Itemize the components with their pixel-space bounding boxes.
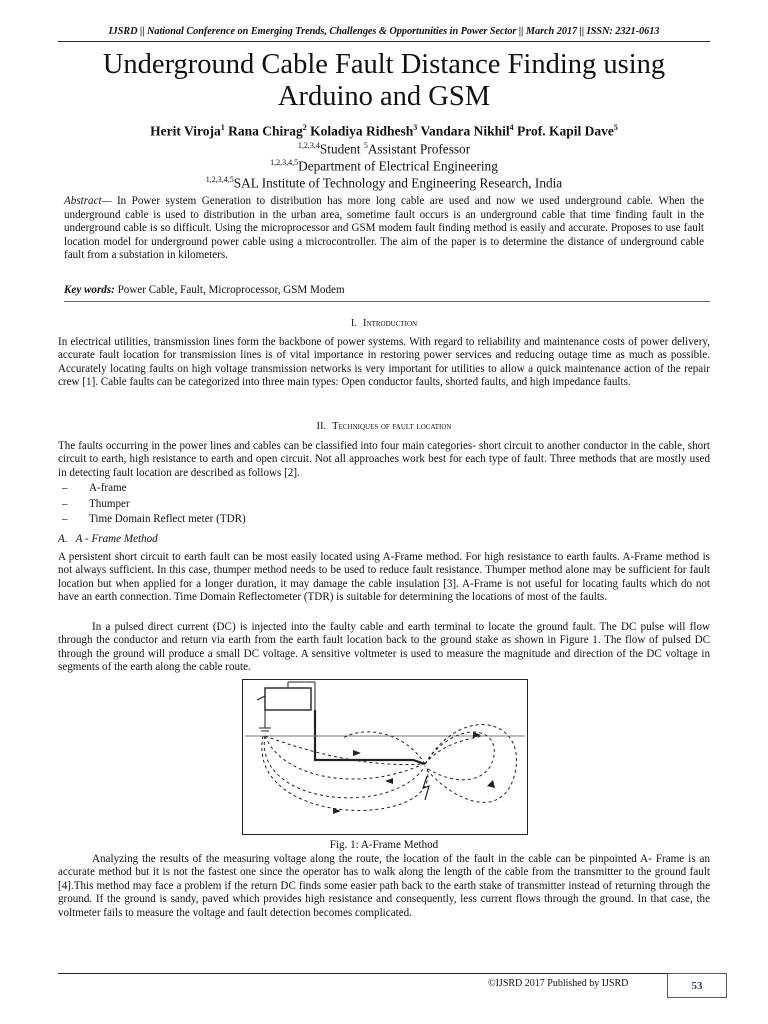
current-loop (264, 736, 425, 798)
affiliation-text: SAL Institute of Technology and Engineering Research, India (233, 175, 563, 191)
current-loop (265, 736, 423, 779)
affiliation-role (58, 141, 710, 157)
switch-line (257, 696, 265, 700)
list-marker: – (62, 482, 68, 494)
author-name: Rana Chirag (228, 123, 303, 139)
author-index: 5 (613, 123, 618, 132)
list-item (58, 513, 710, 529)
a-frame-diagram (243, 680, 527, 834)
keywords-rule (64, 301, 710, 302)
subsection-heading: A. A - Frame Method (58, 533, 158, 545)
aframe-paragraph-2: In a pulsed direct current (DC) is injected into the faulty cable and earth terminal to locate the ground fault. The DC pulse will flow through the conductor and return via earth from the earth fault location back to the ground stake as shown in Figure 1. The flow of pulsed DC through the ground will produce a small DC voltage. A sensitive voltmeter is used to measure the magnitude and direction of the DC voltage in segments of the earth along the cable route. (58, 621, 710, 674)
list-marker: – (62, 497, 68, 510)
abstract-label: Abstract— (64, 195, 112, 207)
flow-arrow (385, 778, 393, 784)
transmitter-box (265, 688, 311, 710)
abstract (64, 195, 704, 263)
affiliation-department (58, 158, 710, 174)
keywords-label: Key words: (64, 284, 115, 296)
affiliation-text: Department of Electrical Engineering (298, 158, 498, 174)
author-list (58, 123, 710, 140)
introduction-paragraph: In electrical utilities, transmission lines form the backbone of power systems. With regard to reliability and maintenance costs of power delivery, accurate fault location for transmission lines is of vital importance in restoring power services and reducing outage time as much as possible. Accurately locating faults on high voltage transmission networks is very important for utilities to allow a quick maintenance action of the repair crew [1]. Cable faults can be categorized into three main types: Open conductor faults, shorted faults, and high impedance faults. (58, 336, 710, 389)
section-heading-techniques (58, 421, 710, 432)
list-marker: – (62, 513, 68, 525)
title-line-1: Underground Cable Fault Distance Finding using (102, 49, 666, 80)
affiliation-index: 1,2,3,4 (297, 141, 320, 150)
affiliation-index: 1,2,3,4,5 (270, 158, 299, 167)
author-name: Koladiya Ridhesh (310, 123, 414, 139)
figure-caption: Fig. 1: A-Frame Method (329, 839, 439, 851)
figure-a-frame (242, 679, 528, 835)
list-item (58, 482, 710, 498)
aframe-paragraph-3: Analyzing the results of the measuring voltage along the route, the location of the fault in the cable can be pinpointed A- Frame is an accurate method but it is not the fastest one since the operator has to walk along the length of the cable from the transmitter to the ground fault [4].This method may face a problem if the return DC finds some easier path back to the earth stake of transmitter instead of returning through the ground. If the ground is sandy, paved which provides high resistance and consequently, less current flows through the ground. In that case, the voltmeter fails to measure the voltage and fault detection becomes complicated. (58, 853, 710, 919)
keywords (64, 284, 704, 296)
current-loop (425, 732, 494, 780)
section-number: II. (316, 421, 327, 432)
current-loop (262, 736, 428, 810)
author-index: 2 (302, 123, 307, 132)
methods-list (58, 482, 710, 529)
affiliation-institute (58, 175, 710, 191)
author-name: Prof. Kapil Dave (516, 123, 614, 139)
list-item-text: A-frame (89, 482, 127, 494)
flow-arrow (487, 780, 495, 788)
footer-rule (58, 973, 667, 974)
page-number: 53 (691, 980, 703, 992)
affiliation-index: 5 (363, 141, 368, 150)
techniques-paragraph: The faults occurring in the power lines and cables can be classified into four main categories- short circuit to another conductor in the cable, short circuit to earth, high resistance to earth and open circuit. Not all approaches work best for each type of fault. Three methods that are mostly used in detecting fault location are described as follows [2]. (58, 440, 710, 479)
author-index: 3 (413, 123, 418, 132)
section-heading-introduction (58, 318, 710, 329)
list-item-text: Time Domain Reflect meter (TDR) (89, 513, 246, 525)
fault-mark (423, 776, 429, 800)
author-name: Vandara Nikhil (420, 123, 510, 139)
affiliation-text: Assistant Professor (367, 141, 471, 157)
aframe-paragraph-1: A persistent short circuit to earth fault can be most easily located using A-Frame method. For high resistance to earth faults. A-Frame method is not always sufficient. In this case, thumper method needs to be used to reduce fault resistance. Thumper method alone may be sufficient for fault location but when applied for a longer duration, it may damage the cable insulation [3]. A-Frame is not useful for locating faults which do not have an earth connection. Time Domain Reflectometer (TDR) is suitable for determining the locations of most of the faults. (58, 551, 710, 604)
abstract-text: In Power system Generation to distribution has more long cable are used and now we used underground cable. When the underground cable is used to distribution in the urban area, sometime fault occurs is an underground cable that time finding fault in the underground cable is so difficult. Using the microprocessor and GSM modem fault finding method is easily and accurate. Proposes to use fault location model for underground power cable using a microcontroller. The aim of the paper is to determine the distance of underground cable fault from a substation in kilometers. (64, 195, 704, 262)
keywords-text: Power Cable, Fault, Microprocessor, GSM Modem (114, 284, 345, 296)
list-item-text: Thumper (89, 497, 130, 510)
current-loop (425, 736, 483, 764)
page-number-box (667, 973, 727, 998)
section-title: Introduction (363, 318, 418, 329)
footer-copyright: ©IJSRD 2017 Published by IJSRD (488, 978, 629, 989)
author-name: Herit Viroja (150, 123, 221, 139)
cable-line (315, 710, 425, 764)
list-item (58, 498, 710, 514)
journal-header: IJSRD || National Conference on Emerging Trends, Challenges & Opportunities in Power Sector || March 2017 || ISSN: 2321-0613 (108, 26, 660, 37)
affiliation-index: 1,2,3,4,5 (205, 175, 234, 184)
flow-arrow (353, 750, 361, 756)
section-title: Techniques of fault location (332, 421, 452, 432)
affiliation-text: Student (319, 141, 364, 157)
header-rule (58, 41, 710, 42)
title-line-2: Arduino and GSM (277, 81, 491, 112)
section-number: I. (350, 318, 358, 329)
paper-title (58, 49, 710, 113)
author-index: 1 (220, 123, 225, 132)
author-index: 4 (509, 123, 514, 132)
